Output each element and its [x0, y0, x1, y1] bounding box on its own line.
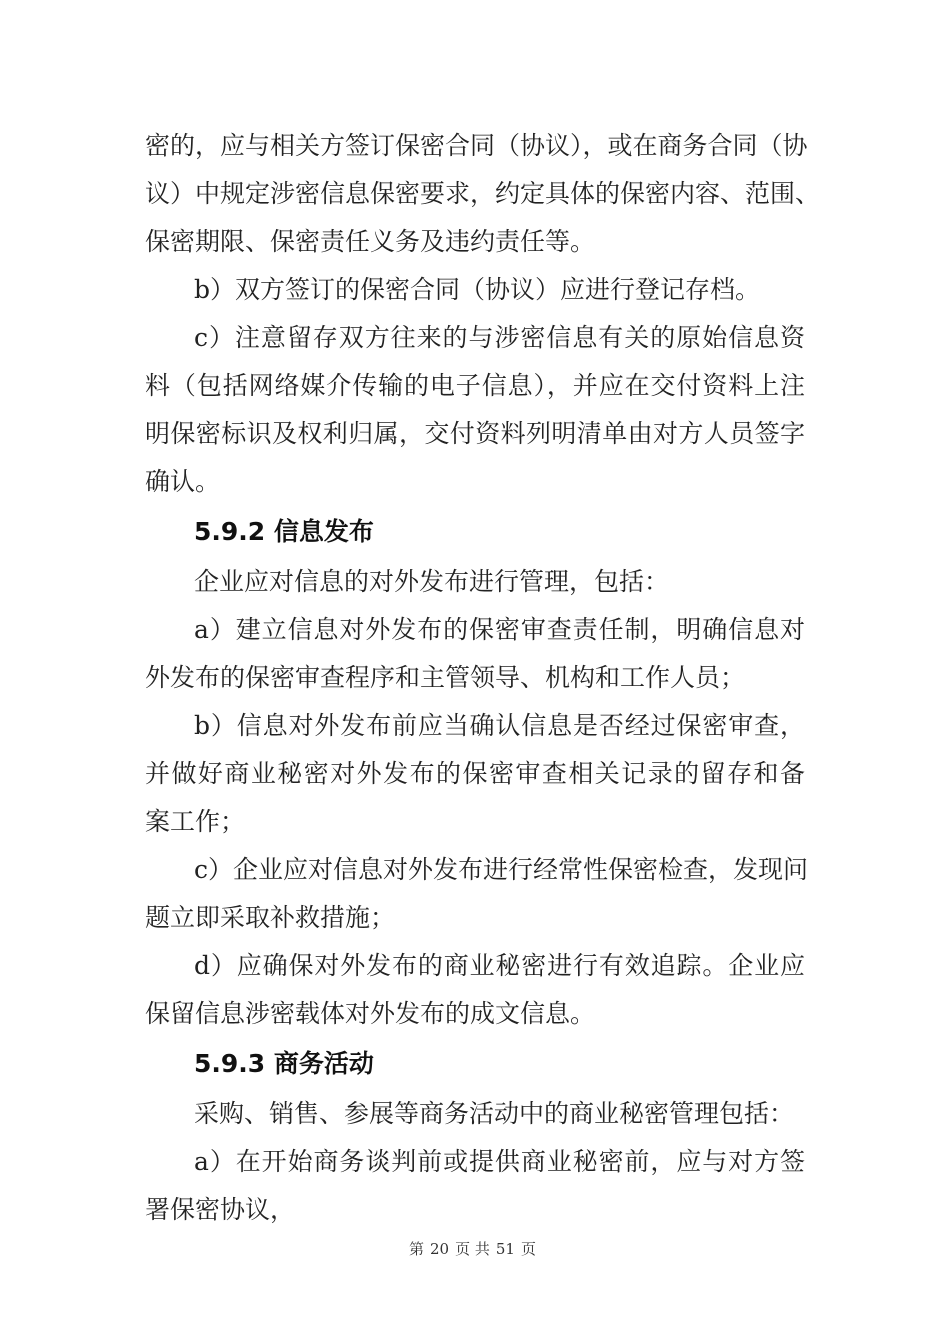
- footer-page-number: 20: [430, 1240, 450, 1258]
- footer-total-pages: 51: [495, 1240, 515, 1258]
- paragraph-line: 题立即采取补救措施；: [145, 903, 396, 932]
- body-text: [145, 122, 821, 1234]
- page-number-footer: [0, 1238, 945, 1259]
- footer-prefix: 第: [409, 1240, 425, 1258]
- paragraph-line: 议）中规定涉密信息保密要求，约定具体的保密内容、范围、: [145, 179, 821, 208]
- paragraph-line: 外发布的保密审查程序和主管领导、机构和工作人员；: [145, 663, 746, 692]
- paragraph-line: 保密期限、保密责任义务及违约责任等。: [145, 227, 596, 256]
- paragraph-line: 案工作；: [145, 807, 246, 836]
- section-heading-5-9-3: 5.9.3 商务活动: [194, 1049, 374, 1078]
- section-heading-5-9-2: 5.9.2 信息发布: [194, 517, 374, 546]
- paragraph-line: 确认。: [145, 467, 221, 496]
- paragraph-line: 密的，应与相关方签订保密合同（协议），或在商务合同（协: [145, 131, 808, 160]
- list-item-d: d）应确保对外发布的商业秘密进行有效追踪。企业应: [194, 951, 805, 980]
- list-item-b: b）信息对外发布前应当确认信息是否经过保密审查，: [194, 711, 805, 740]
- section-intro: 采购、销售、参展等商务活动中的商业秘密管理包括：: [194, 1099, 795, 1128]
- paragraph-line: 保留信息涉密载体对外发布的成文信息。: [145, 999, 596, 1028]
- footer-mid: 页 共: [455, 1240, 490, 1258]
- list-item-a: a）在开始商务谈判前或提供商业秘密前，应与对方签: [194, 1147, 805, 1176]
- paragraph-line: 明保密标识及权利归属，交付资料列明清单由对方人员签字: [145, 419, 805, 448]
- list-item-c: c）企业应对信息对外发布进行经常性保密检查，发现问: [194, 855, 809, 884]
- section-intro: 企业应对信息的对外发布进行管理，包括：: [194, 567, 670, 596]
- list-item-a: a）建立信息对外发布的保密审查责任制，明确信息对: [194, 615, 805, 644]
- paragraph-line: 料（包括网络媒介传输的电子信息），并应在交付资料上注: [145, 371, 805, 400]
- paragraph-line: 并做好商业秘密对外发布的保密审查相关记录的留存和备: [145, 759, 805, 788]
- paragraph-line: 署保密协议，: [145, 1195, 296, 1224]
- list-item-c: c）注意留存双方往来的与涉密信息有关的原始信息资: [194, 323, 805, 352]
- footer-suffix: 页: [520, 1240, 536, 1258]
- list-item-b: b）双方签订的保密合同（协议）应进行登记存档。: [194, 275, 761, 304]
